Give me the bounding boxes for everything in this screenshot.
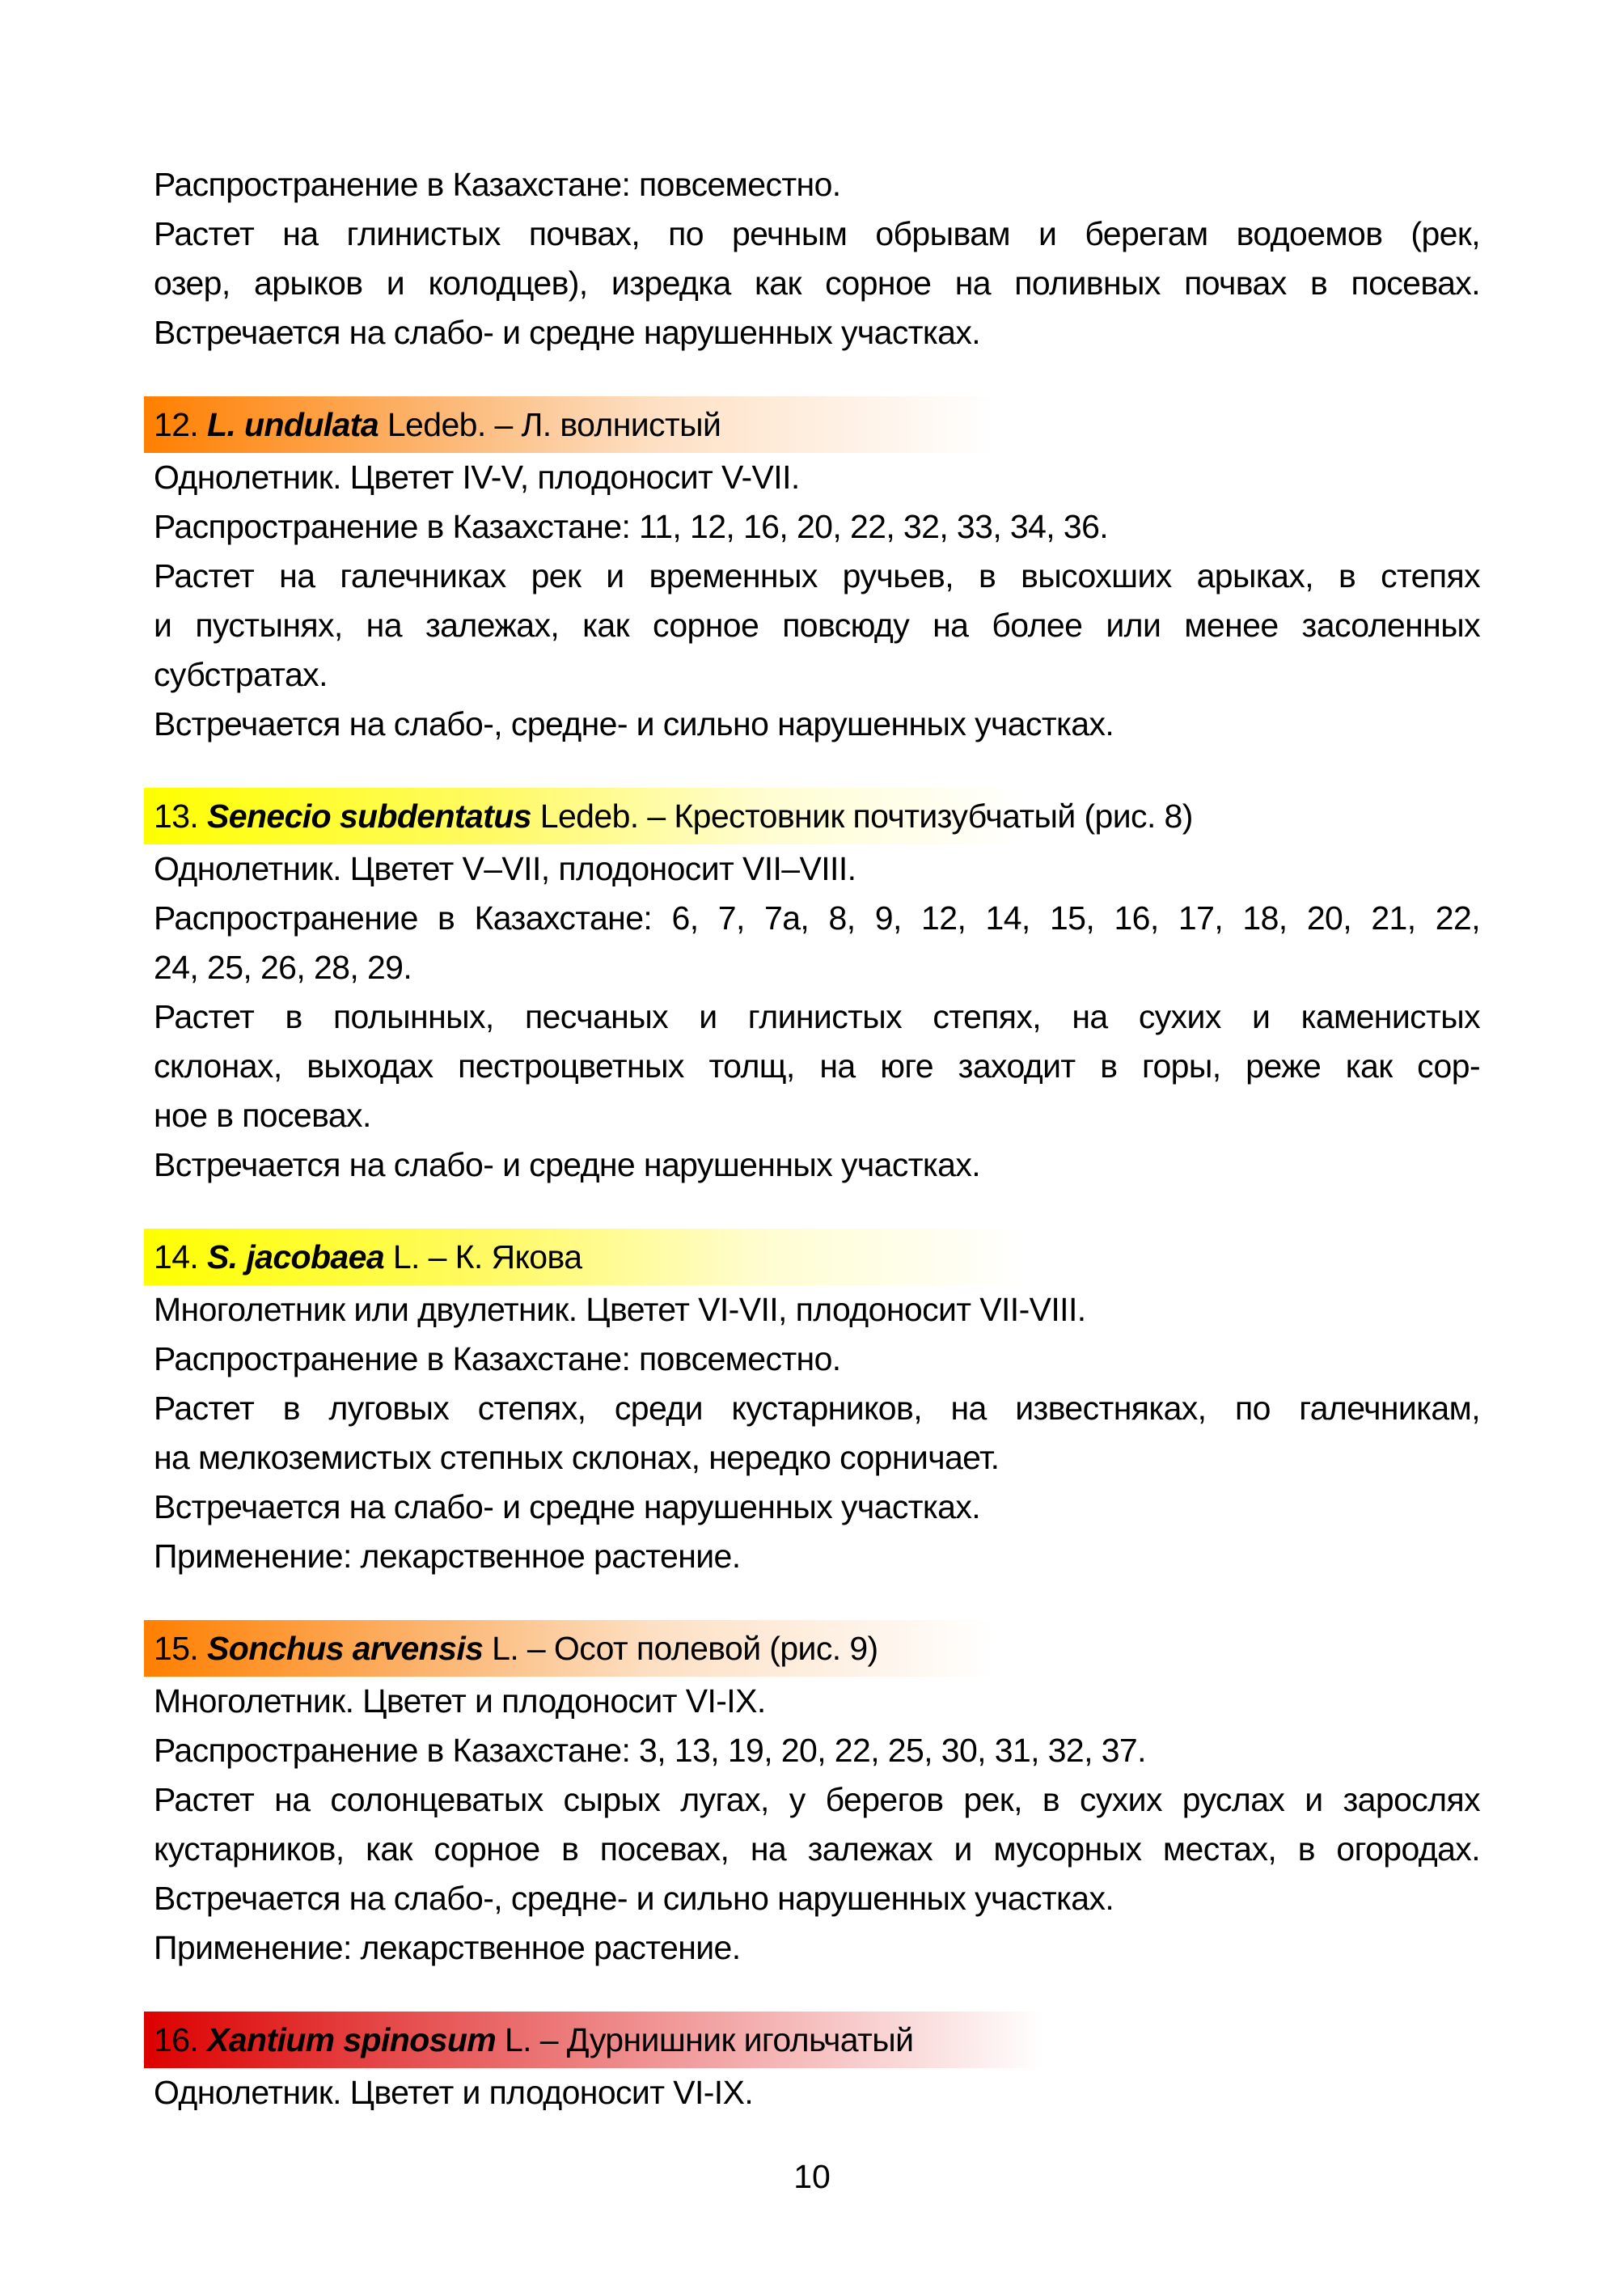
species-entry-13 bbox=[154, 788, 1480, 1190]
species-number: 15. bbox=[154, 1630, 199, 1667]
body-line: Распространение в Казахстане: 11, 12, 16, 20, 22, 32, 33, 34, 36. bbox=[154, 508, 1109, 545]
body-line: Растет на глинистых почвах, по речным обрывам и берегам водоемов (рек, bbox=[154, 215, 1480, 252]
species-author: L. bbox=[392, 1238, 420, 1276]
species-entry-14 bbox=[154, 1229, 1480, 1581]
species-number: 16. bbox=[154, 2021, 199, 2058]
species-number: 13. bbox=[154, 797, 199, 835]
species-latin-name: L. undulata bbox=[207, 406, 379, 443]
intro-paragraph bbox=[154, 160, 1480, 357]
body-line: Растет на галечниках рек и временных ручьев, в высохших арыках, в степях bbox=[154, 557, 1480, 594]
body-line: склонах, выходах пестроцветных толщ, на юге заходит в горы, реже как сор- bbox=[154, 1047, 1480, 1085]
body-line: субстратах. bbox=[154, 656, 328, 693]
page-content bbox=[154, 160, 1480, 2117]
body-line: кустарников, как сорное в посевах, на залежах и мусорных местах, в огородах. bbox=[154, 1830, 1480, 1868]
species-common-name: – Крестовник почтизубчатый (рис. 8) bbox=[647, 797, 1193, 835]
species-author: L. bbox=[504, 2021, 531, 2058]
body-line: Однолетник. Цветет IV-V, плодоносит V-VII. bbox=[154, 459, 800, 496]
body-line: Распространение в Казахстане: повсеместно. bbox=[154, 166, 841, 203]
body-line: Встречается на слабо-, средне- и сильно нарушенных участках. bbox=[154, 1880, 1114, 1917]
species-latin-name: Senecio subdentatus bbox=[207, 797, 531, 835]
species-heading bbox=[144, 1229, 1027, 1285]
body-line: озер, арыков и колодцев), изредка как сорное на поливных почвах в посевах. bbox=[154, 264, 1480, 302]
species-common-name: – Дурнишник игольчатый bbox=[539, 2021, 914, 2058]
page-number: 10 bbox=[793, 2158, 831, 2195]
species-heading bbox=[144, 396, 995, 453]
body-line: на мелкоземистых степных склонах, нередко сорничает. bbox=[154, 1439, 1000, 1476]
body-line: Распространение в Казахстане: 3, 13, 19, 20, 22, 25, 30, 31, 32, 37. bbox=[154, 1732, 1146, 1769]
species-number: 12. bbox=[154, 406, 199, 443]
body-line: Многолетник или двулетник. Цветет VI-VII, плодоносит VII-VIII. bbox=[154, 1291, 1086, 1328]
species-latin-name: Sonchus arvensis bbox=[207, 1630, 484, 1667]
body-line: и пустынях, на залежах, как сорное повсюду на более или менее засоленных bbox=[154, 607, 1480, 644]
body-line: Растет в луговых степях, среди кустарников, на известняках, по галечникам, bbox=[154, 1390, 1480, 1427]
species-entry-16 bbox=[154, 2012, 1480, 2117]
species-latin-name: Xantium spinosum bbox=[207, 2021, 497, 2058]
species-entry-12 bbox=[154, 396, 1480, 749]
body-line: Встречается на слабо- и средне нарушенных участках. bbox=[154, 314, 981, 351]
species-author: Ledeb. bbox=[387, 406, 486, 443]
species-author: L. bbox=[492, 1630, 519, 1667]
species-entry-15 bbox=[154, 1620, 1480, 1973]
species-heading bbox=[144, 2012, 1043, 2068]
body-line: Применение: лекарственное растение. bbox=[154, 1538, 741, 1575]
body-line: Растет в полынных, песчаных и глинистых степях, на сухих и каменистых bbox=[154, 998, 1480, 1035]
species-common-name: – К. Якова bbox=[428, 1238, 582, 1276]
body-line: Распространение в Казахстане: 6, 7, 7а, 8, 9, 12, 14, 15, 16, 17, 18, 20, 21, 22, bbox=[154, 899, 1480, 937]
body-line: ное в посевах. bbox=[154, 1097, 371, 1134]
body-line: Однолетник. Цветет V–VII, плодоносит VII–VIII. bbox=[154, 850, 856, 887]
species-number: 14. bbox=[154, 1238, 199, 1276]
body-line: Встречается на слабо-, средне- и сильно нарушенных участках. bbox=[154, 705, 1114, 742]
species-latin-name: S. jacobaea bbox=[207, 1238, 385, 1276]
body-line: Распространение в Казахстане: повсеместно. bbox=[154, 1340, 841, 1377]
species-common-name: – Осот полевой (рис. 9) bbox=[527, 1630, 878, 1667]
body-line: Многолетник. Цветет и плодоносит VI-IX. bbox=[154, 1682, 766, 1720]
body-line: Применение: лекарственное растение. bbox=[154, 1929, 741, 1966]
body-line: Однолетник. Цветет и плодоносит VI-IX. bbox=[154, 2074, 754, 2111]
species-heading bbox=[144, 1620, 995, 1677]
body-line: Растет на солонцеватых сырых лугах, у берегов рек, в сухих руслах и зарослях bbox=[154, 1781, 1480, 1818]
body-line: 24, 25, 26, 28, 29. bbox=[154, 949, 412, 986]
body-line: Встречается на слабо- и средне нарушенных участках. bbox=[154, 1488, 981, 1525]
species-heading bbox=[144, 788, 1193, 844]
species-common-name: – Л. волнистый bbox=[494, 406, 721, 443]
species-author: Ledeb. bbox=[539, 797, 639, 835]
body-line: Встречается на слабо- и средне нарушенных участках. bbox=[154, 1146, 981, 1183]
